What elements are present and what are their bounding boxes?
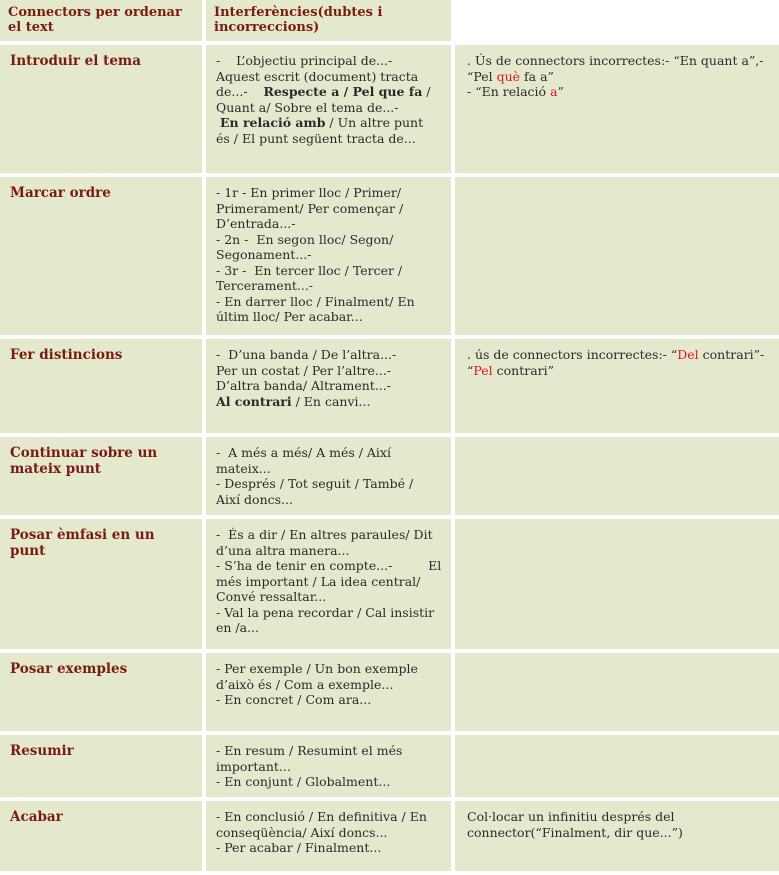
text-line xyxy=(216,840,443,856)
bold-connector: Respecte a / Pel que fa xyxy=(263,84,423,99)
text-line xyxy=(216,692,443,708)
highlighted-word: a xyxy=(550,84,558,99)
interferences-cell xyxy=(455,653,779,731)
text-line xyxy=(216,492,443,508)
highlighted-word: què xyxy=(496,68,521,84)
connectors-cell xyxy=(206,735,451,797)
text-segment: Així doncs... xyxy=(216,491,293,507)
text-line xyxy=(467,53,775,69)
text-line xyxy=(216,809,443,825)
text-line xyxy=(216,677,443,693)
text-line xyxy=(467,825,775,841)
highlighted-word: Pel xyxy=(473,362,493,378)
text-segment: / xyxy=(422,84,431,99)
text-line xyxy=(216,661,443,677)
table-row xyxy=(0,45,779,173)
text-line xyxy=(216,201,443,217)
connectors-cell xyxy=(206,653,451,731)
text-segment: és / El punt següent tracta de... xyxy=(216,130,416,146)
text-segment: - “En relació xyxy=(467,84,551,99)
text-line xyxy=(216,115,443,131)
text-segment: - Després / Tot seguit / També / xyxy=(216,476,414,491)
category-cell: Posar èmfasi en un punt xyxy=(0,519,202,649)
header-interferences: Interferències(dubtes i incorreccions) xyxy=(206,0,451,41)
text-segment: últim lloc/ Per acabar... xyxy=(216,309,363,324)
text-segment: - 1r - En primer lloc / Primer/ xyxy=(216,185,402,200)
text-segment: Col·locar un infinitiu després del xyxy=(467,809,675,824)
text-segment: “ xyxy=(467,362,474,378)
text-segment: . Ús de connectors incorrectes:- “En quant a”,- xyxy=(467,53,764,68)
text-line xyxy=(216,574,443,590)
text-line xyxy=(216,605,443,621)
interferences-cell xyxy=(455,437,779,515)
text-segment: - D’una banda / De l’altra...- xyxy=(216,347,397,362)
table-row xyxy=(0,801,779,871)
text-line xyxy=(216,394,443,410)
header-connectors: Connectors per ordenar el text xyxy=(0,0,202,41)
interferences-cell xyxy=(455,45,779,173)
text-segment: - 3r - En tercer lloc / Tercer / xyxy=(216,262,403,278)
text-segment: - En conclusió / En definitiva / En xyxy=(216,809,427,824)
text-segment: Convé ressaltar... xyxy=(216,589,327,604)
text-line xyxy=(216,263,443,279)
text-line xyxy=(216,759,443,775)
text-line xyxy=(216,309,443,325)
text-segment: fa a” xyxy=(520,68,554,84)
table-row xyxy=(0,735,779,797)
text-segment: d’una altra manera... xyxy=(216,542,350,558)
text-line xyxy=(216,131,443,147)
table-row xyxy=(0,177,779,335)
text-line xyxy=(216,378,443,394)
interferences-cell xyxy=(455,801,779,871)
text-segment: de...- xyxy=(216,84,264,99)
text-segment: - Per acabar / Finalment... xyxy=(216,840,382,855)
text-segment: conseqüència/ Així doncs... xyxy=(216,824,388,840)
category-cell: Posar exemples xyxy=(0,653,202,731)
header-row xyxy=(0,0,779,41)
text-line xyxy=(467,69,775,85)
category-cell: Acabar xyxy=(0,801,202,871)
text-line xyxy=(216,527,443,543)
text-line xyxy=(216,461,443,477)
text-line xyxy=(216,84,443,100)
text-segment: - En darrer lloc / Finalment/ En xyxy=(216,293,415,309)
text-line xyxy=(216,743,443,759)
table-row xyxy=(0,519,779,649)
text-segment: contrari” xyxy=(492,362,555,378)
text-line xyxy=(467,84,775,100)
text-line xyxy=(216,558,443,574)
table-row xyxy=(0,653,779,731)
text-segment: . ús de connectors incorrectes:- “ xyxy=(467,347,678,362)
connectors-cell xyxy=(206,801,451,871)
text-line xyxy=(216,620,443,636)
connectors-cell xyxy=(206,437,451,515)
text-segment: - En concret / Com ara... xyxy=(216,692,372,707)
text-line xyxy=(467,809,775,825)
text-line xyxy=(216,247,443,263)
text-line xyxy=(216,232,443,248)
category-cell: Fer distincions xyxy=(0,339,202,433)
text-line xyxy=(467,363,775,379)
text-segment: - És a dir / En altres paraules/ Dit xyxy=(216,527,433,542)
text-segment: - En conjunt / Globalment... xyxy=(216,774,391,789)
table-body xyxy=(0,45,779,871)
text-line xyxy=(216,216,443,232)
text-segment: / Un altre punt xyxy=(325,115,424,130)
category-cell: Resumir xyxy=(0,735,202,797)
table-row xyxy=(0,339,779,433)
text-segment: - Val la pena recordar / Cal insistir xyxy=(216,604,435,620)
highlighted-word: Del xyxy=(677,347,699,362)
connectors-cell xyxy=(206,177,451,335)
text-segment: Tercerament...- xyxy=(216,278,314,293)
connectors-cell xyxy=(206,519,451,649)
bold-connector: En relació amb xyxy=(219,115,326,130)
text-segment: important... xyxy=(216,758,291,774)
text-segment: - En resum / Resumint el més xyxy=(216,743,403,758)
text-segment: Aquest escrit (document) tracta xyxy=(216,68,419,84)
connectors-cell xyxy=(206,45,451,173)
text-line xyxy=(216,347,443,363)
text-segment: - Per exemple / Un bon exemple xyxy=(216,661,418,676)
category-cell: Introduir el tema xyxy=(0,45,202,173)
text-line xyxy=(216,825,443,841)
text-segment: Quant a/ Sobre el tema de...- xyxy=(216,99,399,115)
table-row xyxy=(0,437,779,515)
text-line xyxy=(216,294,443,310)
text-segment: més important / La idea central/ xyxy=(216,573,421,589)
interferences-cell xyxy=(455,735,779,797)
text-segment: - S’ha de tenir en compte...- El xyxy=(216,558,442,573)
text-line xyxy=(216,476,443,492)
text-segment: ” xyxy=(557,84,564,99)
text-segment: D’entrada...- xyxy=(216,216,296,231)
text-line xyxy=(216,69,443,85)
text-segment: / En canvi... xyxy=(291,393,371,409)
text-line xyxy=(467,347,775,363)
text-segment: D’altra banda/ Altrament...- xyxy=(216,378,391,393)
bold-connector: Al contrari xyxy=(216,393,292,409)
text-segment: Primerament/ Per començar / xyxy=(216,200,404,216)
header-empty xyxy=(455,0,779,41)
text-segment: Segonament...- xyxy=(216,247,312,262)
text-line xyxy=(216,589,443,605)
interferences-cell xyxy=(455,519,779,649)
interferences-cell xyxy=(455,177,779,335)
text-line xyxy=(216,445,443,461)
text-segment: contrari”- xyxy=(698,347,765,362)
text-segment: Per un costat / Per l’altre...- xyxy=(216,362,392,378)
text-line xyxy=(216,363,443,379)
text-line xyxy=(216,100,443,116)
text-segment: connector(“Finalment, dir que...”) xyxy=(467,824,683,840)
text-segment: d’això és / Com a exemple... xyxy=(216,676,394,692)
text-segment: - L’objectiu principal de...- xyxy=(216,53,393,68)
text-segment: - A més a més/ A més / Així xyxy=(216,445,391,460)
category-cell: Continuar sobre un mateix punt xyxy=(0,437,202,515)
text-segment: en /a... xyxy=(216,620,260,635)
text-segment: mateix... xyxy=(216,460,271,476)
text-line xyxy=(216,185,443,201)
text-line xyxy=(216,53,443,69)
interferences-cell xyxy=(455,339,779,433)
text-line xyxy=(216,774,443,790)
category-cell: Marcar ordre xyxy=(0,177,202,335)
text-line xyxy=(216,543,443,559)
text-segment: - 2n - En segon lloc/ Segon/ xyxy=(216,231,394,247)
connectors-cell xyxy=(206,339,451,433)
text-segment: “Pel xyxy=(467,68,497,84)
text-line xyxy=(216,278,443,294)
